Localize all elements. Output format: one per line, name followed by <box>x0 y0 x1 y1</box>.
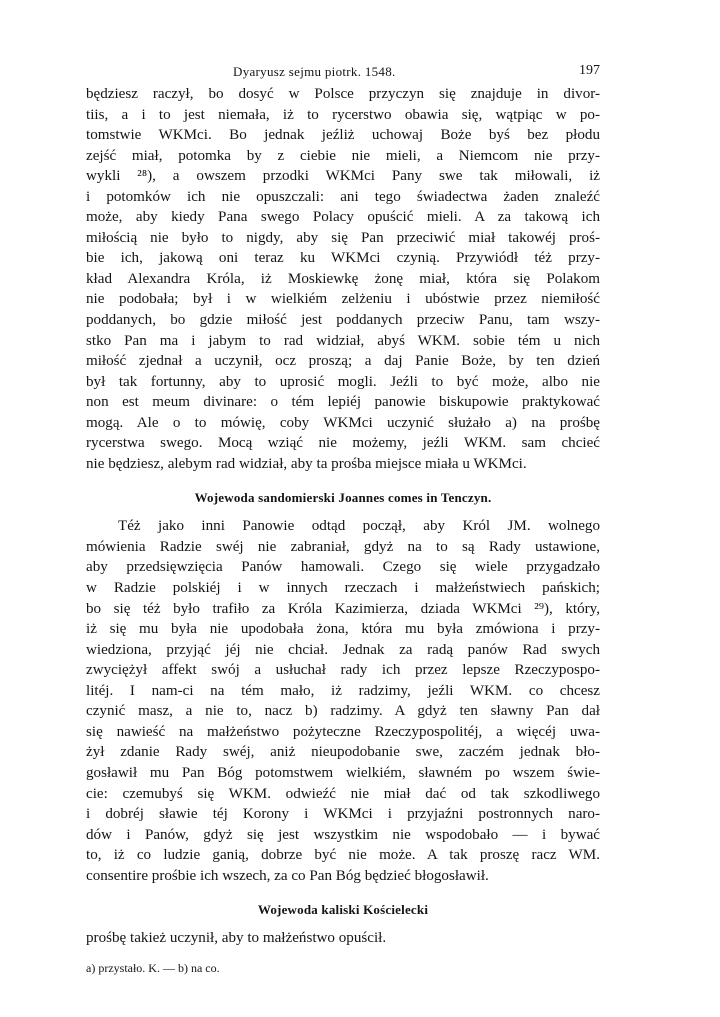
text-line: litéj. I nam-ci na tém mało, iż radzimy, jeźli WKM. co chcesz <box>86 682 600 699</box>
text-line: mogą. Ale o to mówię, coby WKMci uczynić służało a) na prośbę <box>86 414 600 431</box>
text-line: żył zdanie Rady swéj, aniż nieupodobanie swe, zaczém jednak bło- <box>86 744 600 761</box>
paragraph-speech-continued <box>86 84 600 474</box>
text-line: kład Alexandra Króla, iż Moskiewkę żonę miał, która się Polakom <box>86 270 600 287</box>
text-line: czynić masz, a nie to, nacz b) radzimy. A gdyż ten sławny Pan dał <box>86 703 600 720</box>
text-line: gosławił mu Pan Bóg potomstwem wielkiém, sławném po wszem świe- <box>86 764 600 781</box>
text-line: stko Pan ma i jabym to rad widział, abyś WKM. sobie tém u nich <box>86 332 600 349</box>
header-title: Dyaryusz sejmu piotrk. 1548. <box>233 64 396 79</box>
text-line: był tak fortunny, aby to uprosić mogli. Jeźli to być może, albo nie <box>86 373 600 390</box>
text-line: cie: czemubyś się WKM. odwieźć nie miał dać od tak szkodliwego <box>86 785 600 802</box>
document-page <box>86 58 600 976</box>
text-line: w Radzie polskiéj i w innych rzeczach i małżeństwiech pańskich; <box>86 580 600 597</box>
text-line: wykli ²⁸), a owszem przodki WKMci Pany swe tak miłowali, iż <box>86 168 600 185</box>
text-line: zejść miał, potomka by z ciebie nie mieli, a Niemcom nie przy- <box>86 147 600 164</box>
section-heading-sandomierz: Wojewoda sandomierski Joannes comes in Tenczyn. <box>194 490 492 506</box>
text-line: prośbę takież uczynił, aby to małżeństwo opuścił. <box>86 930 387 947</box>
text-line: będziesz raczył, bo dosyć w Polsce przyczyn się znajduje in divor- <box>86 86 600 102</box>
text-line: tiis, a i to jest niemała, iż to rycerstwo obawia się, wątpiąc w po- <box>86 106 600 123</box>
text-line: tomstwie WKMci. Bo jednak jeźliż uchowaj Boże byś bez płodu <box>86 127 600 144</box>
page-number: 197 <box>579 63 600 78</box>
text-line: i potomków ich nie opuszczali: ani tego świadectwa żaden znaleźć <box>86 188 600 205</box>
text-line: rycerstwa swego. Mocą wziąć nie możemy, jeźli WKM. sam chcieć <box>86 435 600 452</box>
paragraph-koscielecki <box>86 928 600 949</box>
text-line: bie ich, jakową oni teraz ku WKMci czynią. Przywiódł téż przy- <box>86 250 600 267</box>
text-line: miłość zjednał a uczynił, ocz proszą; a daj Panie Boże, by ten dzień <box>86 353 600 370</box>
text-line: poddanych, bo gdzie miłość jest poddanych przeciw Panu, tam wszy- <box>86 312 600 329</box>
text-line: nie będziesz, alebym rad widział, aby ta prośba miejsce miała u WKMci. <box>86 455 527 472</box>
text-line: non est meum divinare: o tém lepiéj panowie biskupowie praktykować <box>86 394 600 411</box>
text-line: nie podobała; był i w wielkiém zelżeniu i ubóstwie przez niemiłość <box>86 291 600 308</box>
text-line: zwyciężył affekt swój a usłuchał rady ich przez lepsze Rzeczypospo- <box>86 662 600 679</box>
footnote: a) przystało. K. — b) na co. <box>86 960 220 975</box>
text-line: Téż jako inni Panowie odtąd począł, aby Król JM. wolnego <box>118 518 600 535</box>
text-line: bo się téż było trafiło za Króla Kazimierza, dziada WKMci ²⁹), który, <box>86 600 600 617</box>
paragraph-tenczyn-speech <box>86 516 600 886</box>
text-line: się nawieść na małżeństwo pożyteczne Rzeczypospolitéj, a więcéj uwa- <box>86 723 600 740</box>
text-line: mówienia Radzie swéj nie zabraniał, gdyż na to są Rady ustawione, <box>86 538 600 555</box>
running-header <box>86 58 600 84</box>
section-heading-kalisz: Wojewoda kaliski Kościelecki <box>257 902 429 918</box>
text-line: może, aby kiedy Pana swego Polacy opuścić mieli. A za takową ich <box>86 209 600 226</box>
text-line: aby przedsięwzięcia Panów hamowali. Czego się wiele przygadzało <box>86 559 600 576</box>
text-line: to, iż co ludzie ganią, dobrze być nie może. A tak proszę racz WM. <box>86 847 600 864</box>
text-line: iż się mu była nie upodobała żona, która mu była zmówiona i przy- <box>86 621 600 638</box>
text-line: wiedziona, przyjąć jéj nie chciał. Jednak za radą panów Rad swych <box>86 641 600 658</box>
text-line: dów i Panów, gdyż się jest wszystkim nie wspodobało — i bywać <box>86 826 600 843</box>
text-line: i dobréj sławie téj Korony i WKMci i przyjaźni postronnych naro- <box>86 806 600 823</box>
text-line: consentire prośbie ich wszech, za co Pan Bóg będzieć błogosławił. <box>86 867 489 884</box>
text-line: miłością nie było to nigdy, aby się Pan przeciwić miał takowéj proś- <box>86 229 600 246</box>
